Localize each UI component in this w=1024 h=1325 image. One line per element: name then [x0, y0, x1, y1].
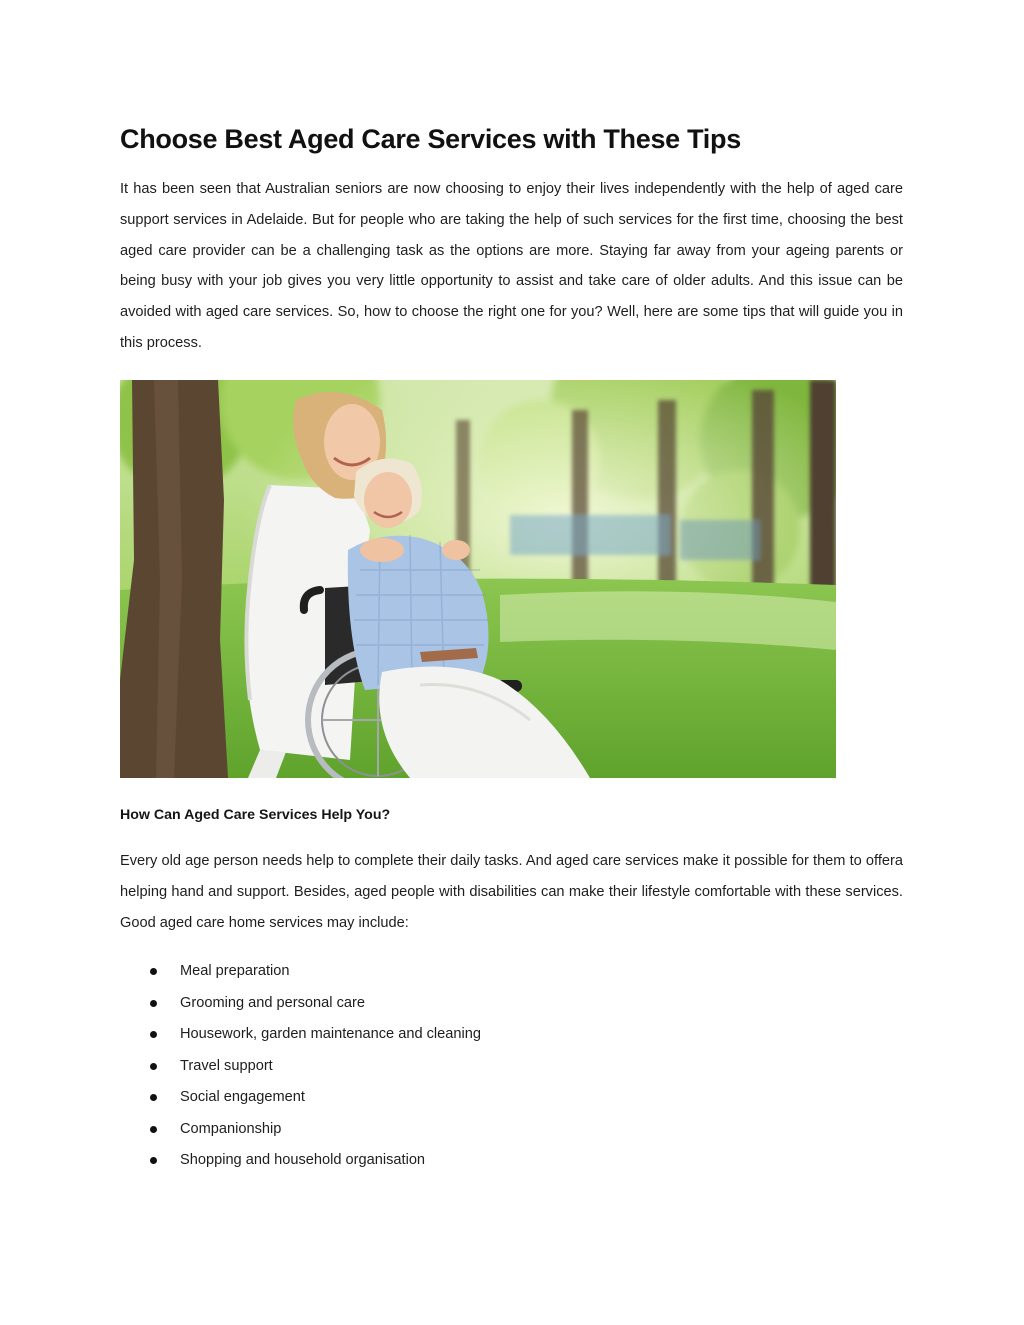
list-item-text: Shopping and household organisation	[180, 1152, 426, 1168]
intro-paragraph: It has been seen that Australian seniors are now choosing to enjoy their lives independently with the help of aged care support services in Adelaide. But for people who are taking the help of such services for the first time, choosing the best aged care provider can be a challenging task as the options are more. Staying far away from your ageing parents or being busy with your job gives you very little opportunity to assist and take care of older adults. And this issue can be avoided with aged care services. So, how to choose the right one for you? Well, here are some tips that will guide you in this process.	[120, 181, 903, 351]
page-title: Choose Best Aged Care Services with These Tips	[120, 124, 741, 154]
list-item-text: Companionship	[180, 1120, 282, 1137]
list-item-text: Travel support	[180, 1057, 273, 1074]
bullet-icon	[150, 1063, 157, 1070]
list-item-text: Meal preparation	[180, 963, 290, 979]
bullet-icon	[150, 1031, 157, 1038]
bullet-icon	[150, 1000, 157, 1007]
list-item-text: Housework, garden maintenance and cleaning	[180, 1026, 481, 1042]
section-heading: How Can Aged Care Services Help You?	[120, 807, 391, 823]
bullet-icon	[150, 1094, 157, 1101]
list-item-text: Social engagement	[180, 1089, 305, 1105]
bullet-icon	[150, 968, 157, 975]
bullet-icon	[150, 1126, 157, 1133]
bullet-icon	[150, 1157, 157, 1164]
caregiver-with-senior-in-wheelchair-photo	[120, 380, 836, 778]
list-item-text: Grooming and personal care	[180, 994, 365, 1011]
help-paragraph: Every old age person needs help to complete their daily tasks. And aged care services make it possible for them to offera helping hand and support. Besides, aged people with disabilities can make their lifestyle comfortable with these services. Good aged care home services may include:	[120, 853, 903, 931]
